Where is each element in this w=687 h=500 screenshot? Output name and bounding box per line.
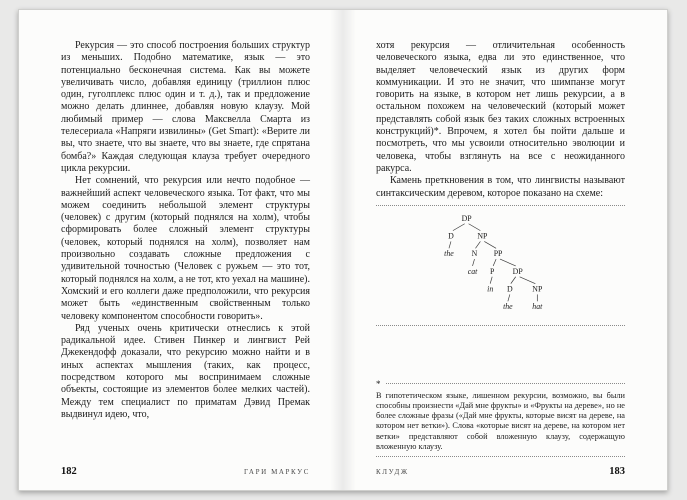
tree-node-pp: PP — [493, 249, 502, 259]
paragraph-continuation: хотя рекурсия — отличительная особенность человеческого языка, едва ли это единственное, что выделяет человеческий язык из других форм коммуникации. И это не значит, что шимпанзе могут говорить на языке, в котором нет лишь рекурсии, а в остальном похожем на человеческий (который может представлять собой язык без таких сложных встроенных конструкций)*. Впрочем, я хотел бы пойти дальше и посмотреть, что мы усвоили относительно эволюции и человека, чтобы взглянуть на все с неожиданного ракурса. — [376, 40, 625, 174]
tree-leaf-cat: cat — [467, 266, 477, 276]
page-footer-right — [376, 466, 625, 477]
page-number-left: 182 — [61, 466, 77, 477]
tree-leaf-in: in — [486, 284, 493, 294]
paragraph-no-doubt: Нет сомнений, что рекурсия или нечто подобное — важнейший аспект человеческого языка. Тот факт, что мы можем соединить небольшой элемент структуры (человек) с другим (который поднялся на холм), чтобы сформировать более сложный элемент структуры (человек, который поднялся на холм), позволяет нам произвольно создавать сложные предложения с удивительной точностью (Человек с ружьем — это тот, который поднялся на холм, а не тот, кто уехал на машине). Хомский и его коллеги даже предположили, что рекурсия может быть «единственным свойственным только человеку компонентом способности говорить». — [61, 175, 310, 322]
tree-node-dp2: DP — [512, 266, 523, 276]
syntax-tree-diagram — [437, 211, 565, 317]
footnote — [376, 380, 625, 457]
book-spread — [18, 9, 668, 491]
paragraph-critics: Ряд ученых очень критически отнеслись к этой радикальной идее. Стивен Пинкер и лингвист Рей Джекендофф доказали, что рекурсию можно найти и в иных аспектах мышления (таких, как процесс, посредством которого мы воспринимаем сложные объекты, состоящие из элементов более мелких частей). Между тем специалист по приматам Дэвид Премак выдвинул идею, что, — [61, 322, 310, 420]
tree-node-p: P — [489, 266, 494, 276]
syntax-tree-figure — [376, 205, 625, 326]
tree-node-dp-root: DP — [461, 213, 472, 223]
page-number-right: 183 — [609, 466, 625, 477]
paragraph-stumbling-block: Камень преткновения в том, что лингвисты называют синтаксическим деревом, которое показано на схеме: — [376, 175, 625, 199]
tree-node-d2: D — [506, 284, 513, 294]
footnote-rule-bottom — [376, 456, 625, 457]
page-right — [343, 10, 667, 490]
tree-node-d1: D — [447, 231, 454, 241]
running-title-author: ГАРИ МАРКУС — [244, 468, 310, 476]
footnote-text: В гипотетическом языке, лишенном рекурсии, возможно, вы были способны произнести «Дай мне фрукты» и «Фрукты на дереве», но не более сложные фразы («Дай мне фрукты, которые висят на дереве, на котором нет ветки»). Слова «которые висят на дереве, на котором нет ветки» представляют собой вложенную клаузу, содержащую вложенную клаузу. — [376, 390, 625, 451]
tree-node-np2: NP — [531, 284, 542, 294]
footnote-marker: * — [376, 378, 381, 389]
tree-node-np1: NP — [476, 231, 487, 241]
running-title-book: КЛУДЖ — [376, 468, 409, 476]
footnote-rule-top — [376, 380, 625, 388]
tree-leaf-the2: the — [502, 302, 513, 312]
tree-leaf-hat: hat — [531, 302, 542, 312]
tree-node-n1: N — [471, 249, 477, 259]
page-left — [19, 10, 343, 490]
paragraph-recursion-intro: Рекурсия — это способ построения больших структур из меньших. Подобно математике, язык — это потенциально бесконечная система. Как вы можете увеличивать число, добавляя единицу (триллион плюс один, гуголплекс плюс один и т. д.), так и предложение можно делать длиннее, добавляя новую клаузу. Мой любимый пример — слова Максвелла Смарта из телесериала «Напряги извилины» (Get Smart): «Верите ли вы, что знаете, что вы знаете, что вы знаете, где спрятана бомба?» Каждая следующая клауза требует очередного цикла рекурсии. — [61, 40, 310, 174]
footnote-dotted-rule — [386, 383, 626, 384]
tree-leaf-the1: the — [443, 249, 454, 259]
page-footer-left — [61, 466, 310, 477]
